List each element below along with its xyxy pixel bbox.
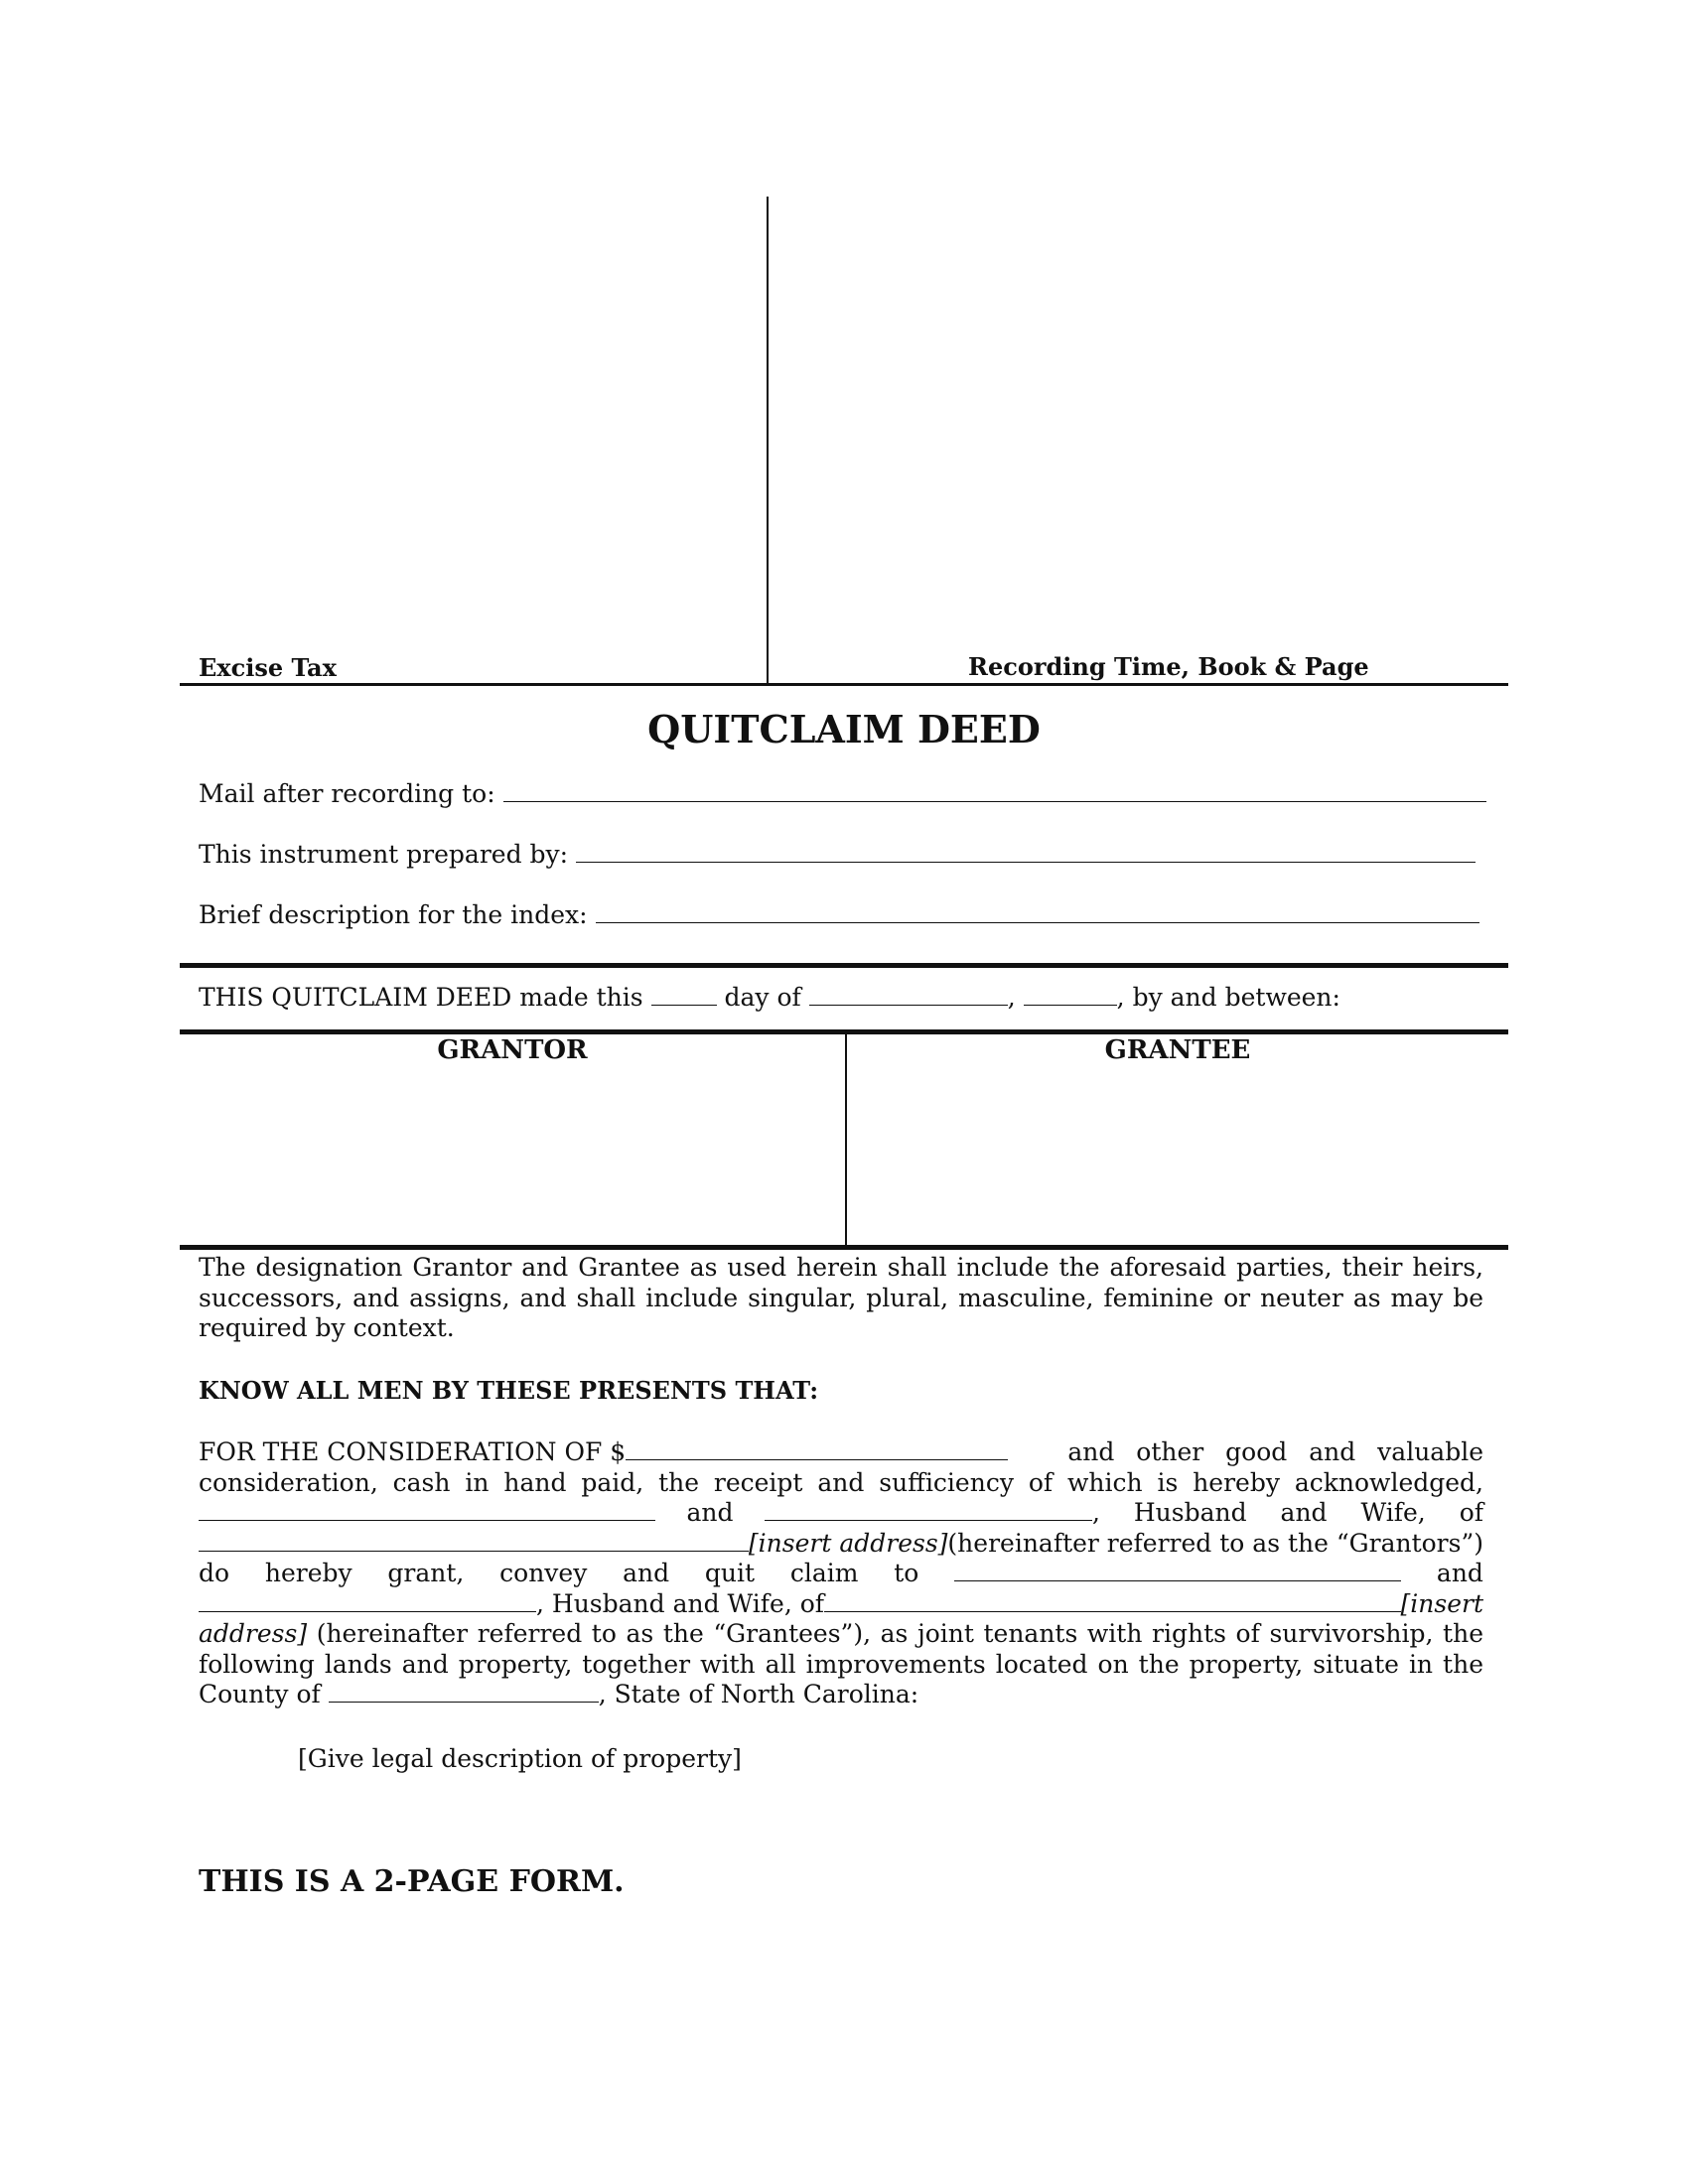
grant-word-8: to: [894, 1559, 919, 1587]
grantor-1-field[interactable]: [199, 1498, 655, 1521]
grant-word-2: hereby: [264, 1559, 352, 1587]
state-label: , State of North Carolina:: [598, 1680, 919, 1708]
consideration-amount-field[interactable]: [626, 1437, 1008, 1460]
grant-word-5: and: [623, 1559, 670, 1587]
fields-bottom-rule: [180, 963, 1508, 968]
prepared-by-label: This instrument prepared by:: [199, 840, 569, 869]
grant-word-7: claim: [789, 1559, 859, 1587]
grantee-address-field[interactable]: [824, 1589, 1400, 1612]
and-2: and: [1436, 1559, 1483, 1587]
header-bottom-rule: [180, 683, 1508, 686]
county-label: County of: [199, 1680, 321, 1708]
year-field[interactable]: [1024, 983, 1117, 1006]
brief-description-label: Brief description for the index:: [199, 900, 588, 929]
grant-word-6: quit: [704, 1559, 756, 1587]
consideration-line-7: [199, 1619, 1483, 1650]
grantor-address-field[interactable]: [199, 1529, 749, 1552]
mail-after-label: Mail after recording to:: [199, 779, 495, 808]
two-page-form-note: THIS IS A 2-PAGE FORM.: [199, 1864, 625, 1899]
brief-description-row: [199, 900, 1479, 929]
comma: ,: [1007, 983, 1016, 1012]
consideration-line-3: [199, 1498, 1483, 1529]
husband-wife-1: , Husband and Wife, of: [1091, 1498, 1483, 1527]
consideration-line-6: [199, 1589, 1483, 1620]
prepared-by-row: [199, 840, 1476, 869]
consideration-line-8: following lands and property, together with all improvements located on the property, situate in the: [199, 1649, 1483, 1679]
insert-address-1: [insert address]: [748, 1528, 948, 1558]
consideration-paragraph: [199, 1437, 1483, 1710]
page-title: QUITCLAIM DEED: [647, 707, 1041, 751]
legal-description-placeholder: [Give legal description of property]: [298, 1744, 742, 1773]
county-field[interactable]: [329, 1680, 599, 1703]
brief-description-field[interactable]: [596, 900, 1479, 923]
grantees-ref: (hereinafter referred to as the “Grantees”), as joint tenants with rights of survivorship, the: [316, 1619, 1483, 1648]
consideration-line-5: [199, 1559, 1483, 1589]
consideration-line-4: [199, 1529, 1483, 1560]
mail-after-field[interactable]: [503, 779, 1486, 802]
consideration-line-1: [199, 1437, 1483, 1468]
insert-address-2a: [insert: [1400, 1588, 1483, 1618]
grantor-heading: GRANTOR: [437, 1035, 588, 1065]
insert-address-2b: address]: [199, 1619, 308, 1648]
mail-after-row: [199, 779, 1486, 808]
consideration-other: and other good and valuable: [1067, 1437, 1483, 1466]
made-line: [199, 983, 1340, 1012]
parties-bottom-rule: [180, 1245, 1508, 1250]
grantee-heading: GRANTEE: [1104, 1035, 1251, 1065]
consideration-label: FOR THE CONSIDERATION OF $: [199, 1437, 627, 1466]
consideration-line-9: [199, 1680, 1483, 1710]
grant-word-1: do: [199, 1559, 230, 1587]
made-prefix: THIS QUITCLAIM DEED made this: [199, 983, 643, 1012]
grantor-2-field[interactable]: [765, 1498, 1092, 1521]
grantee-1-field[interactable]: [954, 1559, 1401, 1581]
month-field[interactable]: [809, 983, 1008, 1006]
grantor-area[interactable]: [180, 1072, 845, 1241]
consideration-line-2: consideration, cash in hand paid, the receipt and sufficiency of which is hereby acknowledged,: [199, 1467, 1483, 1497]
header-divider: [767, 197, 769, 683]
and-1: and: [686, 1498, 734, 1527]
grant-word-3: grant,: [387, 1559, 465, 1587]
grant-word-4: convey: [499, 1559, 588, 1587]
know-all-heading: KNOW ALL MEN BY THESE PRESENTS THAT:: [199, 1376, 819, 1405]
husband-wife-2: , Husband and Wife, of: [536, 1588, 825, 1618]
parties-top-rule: [180, 1029, 1508, 1034]
recording-info-label: Recording Time, Book & Page: [968, 652, 1369, 681]
day-of-label: day of: [724, 983, 801, 1012]
by-between-label: , by and between:: [1116, 983, 1340, 1012]
designation-paragraph: The designation Grantor and Grantee as used herein shall include the aforesaid parties, their heirs, successors, and assigns, and shall include singular, plural, masculine, feminine or neuter as may be required by context.: [199, 1253, 1483, 1342]
excise-tax-label: Excise Tax: [199, 653, 337, 682]
grantors-ref: (hereinafter referred to as the “Grantors”): [947, 1528, 1483, 1558]
grantee-area[interactable]: [847, 1072, 1508, 1241]
day-field[interactable]: [651, 983, 717, 1006]
grantee-2-field[interactable]: [199, 1589, 536, 1612]
prepared-by-field[interactable]: [576, 840, 1476, 863]
